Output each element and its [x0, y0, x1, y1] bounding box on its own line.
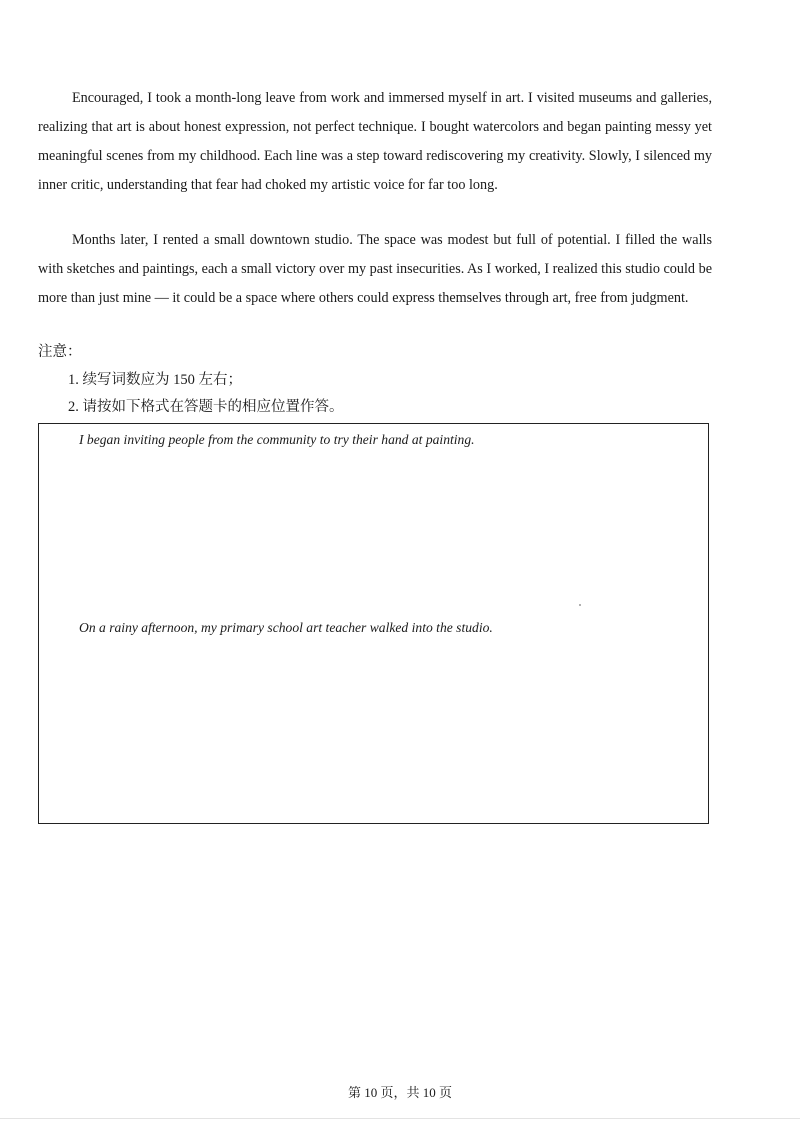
- page-number-footer: 第 10 页，共 10 页: [347, 1085, 452, 1100]
- continuation-prompt-2: On a rainy afternoon, my primary school art teacher walked into the studio.: [79, 620, 493, 635]
- notes-heading: 注意：: [38, 344, 82, 360]
- continuation-prompt-1: I began inviting people from the community to try their hand at painting.: [79, 432, 475, 447]
- scan-speck: [579, 604, 581, 606]
- note-item-word-count: 1. 续写词数应为 150 左右；: [68, 372, 242, 388]
- note-item-format: 2. 请按如下格式在答题卡的相应位置作答。: [68, 399, 344, 415]
- answer-box: [38, 423, 709, 824]
- story-paragraph-1: Encouraged, I took a month-long leave from work and immersed myself in art. I visited museums and galleries, realizing that art is about honest expression, not perfect technique. I bought watercolors and began painting messy yet meaningful scenes from my childhood. Each line was a step toward rediscovering my creativity. Slowly, I silenced my inner critic, understanding that fear had choked my artistic voice for far too long.: [38, 90, 712, 193]
- bottom-divider: [0, 1118, 800, 1119]
- story-paragraph-2: Months later, I rented a small downtown studio. The space was modest but full of potential. I filled the walls with sketches and paintings, each a small victory over my past insecurities. As I worked, I realized this studio could be more than just mine — it could be a space where others could express themselves through art, free from judgment.: [38, 232, 712, 306]
